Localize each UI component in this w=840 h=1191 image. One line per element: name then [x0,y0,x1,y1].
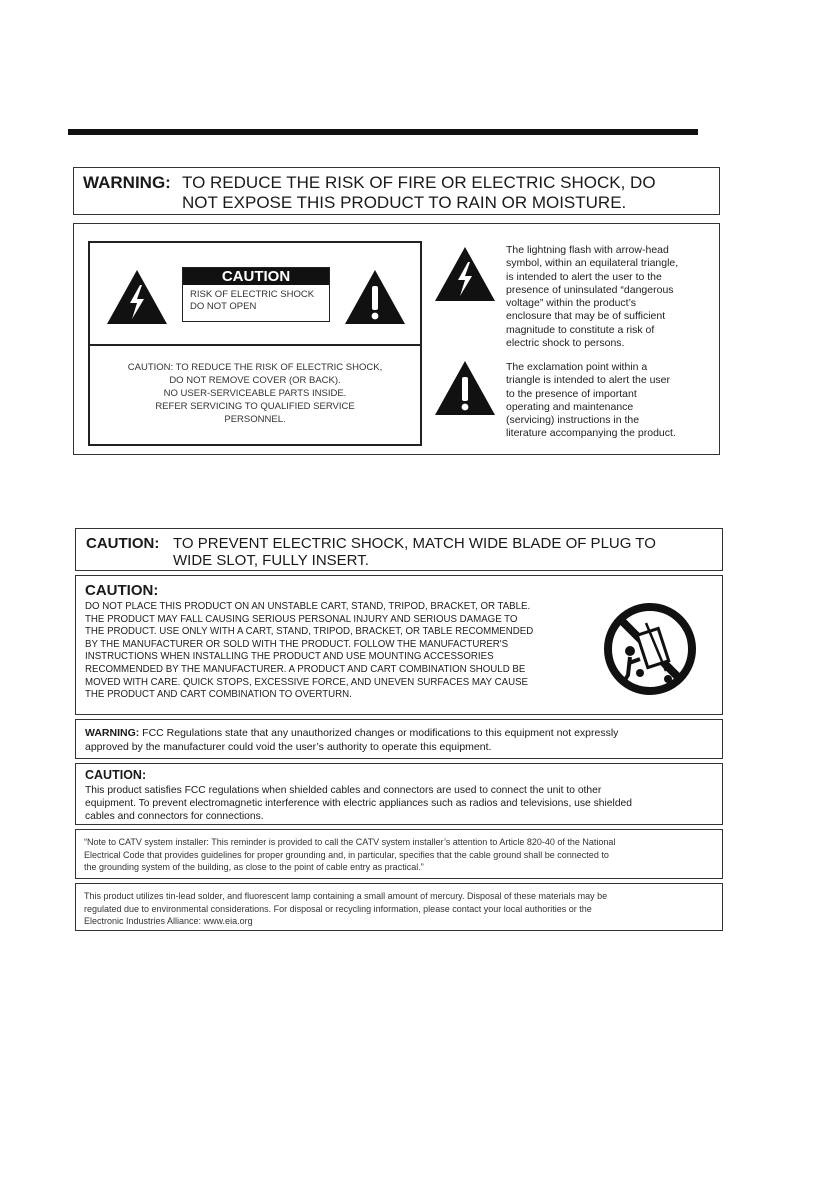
warning-rain-box [73,167,720,215]
fcc-caution-text [85,784,632,824]
cart-line: RECOMMENDED BY THE MANUFACTURER. A PRODUCT AND CART COMBINATION SHOULD BE [85,663,526,675]
caution-cart-box [75,575,723,715]
disposal-note-text [84,890,607,928]
disposal-line: Electronic Industries Alliance: www.eia.org [84,916,253,926]
cart-line: THE PRODUCT AND CART COMBINATION TO OVERTURN. [85,689,352,701]
catv-line: “Note to CATV system installer: This reminder is provided to call the CATV system installer’s attention to Article 820-40 of the National [84,837,616,847]
catv-note-box [75,829,723,879]
caution-label: CAUTION: [86,535,160,552]
caution-label-panel [88,241,422,446]
cart-line: THE PRODUCT MAY FALL CAUSING SERIOUS PERSONAL INJURY AND SERIOUS DAMAGE TO [85,613,518,625]
desc-line: symbol, within an equilateral triangle, [506,257,679,270]
desc-line: to the presence of important [506,387,637,400]
catv-note-text [84,836,615,874]
panel-divider [90,344,420,346]
caution-bottom-line: NO USER-SERVICEABLE PARTS INSIDE. [163,388,347,399]
fcc-warning-line-2: approved by the manufacturer could void the user’s authority to operate this equipment. [85,741,492,753]
cart-line: INSTRUCTIONS WHEN INSTALLING THE PRODUCT AND USE MOUNTING ACCESSORIES [85,651,494,663]
caution-sticker-line-2: DO NOT OPEN [190,301,257,312]
caution-bottom-line: CAUTION: TO REDUCE THE RISK OF ELECTRIC SHOCK, [127,362,383,373]
fcc-caution-box [75,763,723,825]
caution-plug-line-2: WIDE SLOT, FULLY INSERT. [173,552,369,569]
caution-bottom-line: PERSONNEL. [224,414,286,425]
exclamation-description [506,361,716,441]
cart-line: DO NOT PLACE THIS PRODUCT ON AN UNSTABLE CART, STAND, TRIPOD, BRACKET, OR TABLE. [85,601,531,612]
desc-line: triangle is intended to alert the user [506,374,671,387]
disposal-note-box [75,883,723,931]
lightning-description [506,244,716,350]
caution-plug-line-1: TO PREVENT ELECTRIC SHOCK, MATCH WIDE BLADE OF PLUG TO [173,535,656,552]
catv-line: the grounding system of the building, as close to the point of cable entry as practical.” [84,862,424,872]
disposal-line: regulated due to environmental considerations. For disposal or recycling information, please contact your local authorities or the [84,903,592,914]
fcc-caution-line: equipment. To prevent electromagnetic interference with electric appliances such as radios and televisions, use shielded [85,798,632,810]
header-rule [68,129,698,135]
cart-line: THE PRODUCT. USE ONLY WITH A CART, STAND, TRIPOD, BRACKET, OR TABLE RECOMMENDED [85,626,534,638]
cart-line: BY THE MANUFACTURER OR SOLD WITH THE PRODUCT. FOLLOW THE MANUFACTURER'S [85,638,509,650]
fcc-warning-box [75,719,723,759]
warning-label: WARNING: [85,727,140,739]
desc-line: operating and maintenance [506,400,634,413]
caution-bottom-line: DO NOT REMOVE COVER (OR BACK). [169,375,341,386]
warning-line-2: NOT EXPOSE THIS PRODUCT TO RAIN OR MOISTURE. [182,193,627,212]
fcc-caution-line: This product satisfies FCC regulations when shielded cables and connectors are used to connect the unit to other [85,785,602,796]
desc-line: literature accompanying the product. [506,427,676,440]
no-cart-tipping-icon [602,601,698,697]
warning-line-1: TO REDUCE THE RISK OF FIRE OR ELECTRIC SHOCK, DO [182,173,656,192]
caution-plug-box [75,528,723,571]
caution-sticker-line-1: RISK OF ELECTRIC SHOCK [190,289,315,300]
desc-line: (servicing) instructions in the [506,414,640,427]
lightning-triangle-icon [106,269,168,325]
desc-line: enclosure that may be of sufficient [506,310,666,323]
desc-line: The exclamation point within a [506,361,648,373]
caution-sticker [182,267,330,322]
cart-line: MOVED WITH CARE. QUICK STOPS, EXCESSIVE FORCE, AND UNEVEN SURFACES MAY CAUSE [85,676,529,688]
caution-label: CAUTION: [85,582,159,599]
disposal-line: This product utilizes tin-lead solder, and fluorescent lamp containing a small amount of mercury. Disposal of these materials may be [84,891,608,901]
fcc-warning-text [85,726,618,754]
desc-line: magnitude to constitute a risk of [506,323,655,336]
fcc-warning-line-1: FCC Regulations state that any unauthorized changes or modifications to this equipment not expressly [139,727,619,739]
exclamation-triangle-icon [434,360,496,416]
caution-label: CAUTION: [85,768,147,782]
desc-line: presence of uninsulated “dangerous [506,283,674,296]
exclamation-triangle-icon [344,269,406,325]
warning-label: WARNING: [83,173,171,192]
desc-line: The lightning flash with arrow-head [506,244,669,256]
desc-line: is intended to alert the user to the [506,270,662,283]
lightning-triangle-icon [434,246,496,302]
caution-sticker-header: CAUTION [183,268,329,285]
safety-symbols-box [73,223,720,455]
desc-line: voltage” within the product’s [506,297,636,310]
desc-line: electric shock to persons. [506,337,625,350]
caution-cart-text [85,601,595,702]
fcc-caution-line: cables and connectors for connections. [85,811,264,823]
caution-bottom-text [90,361,420,426]
catv-line: Electrical Code that provides guidelines for proper grounding and, in particular, specifies that the cable ground shall be connected to [84,849,609,860]
caution-bottom-line: REFER SERVICING TO QUALIFIED SERVICE [155,401,355,412]
